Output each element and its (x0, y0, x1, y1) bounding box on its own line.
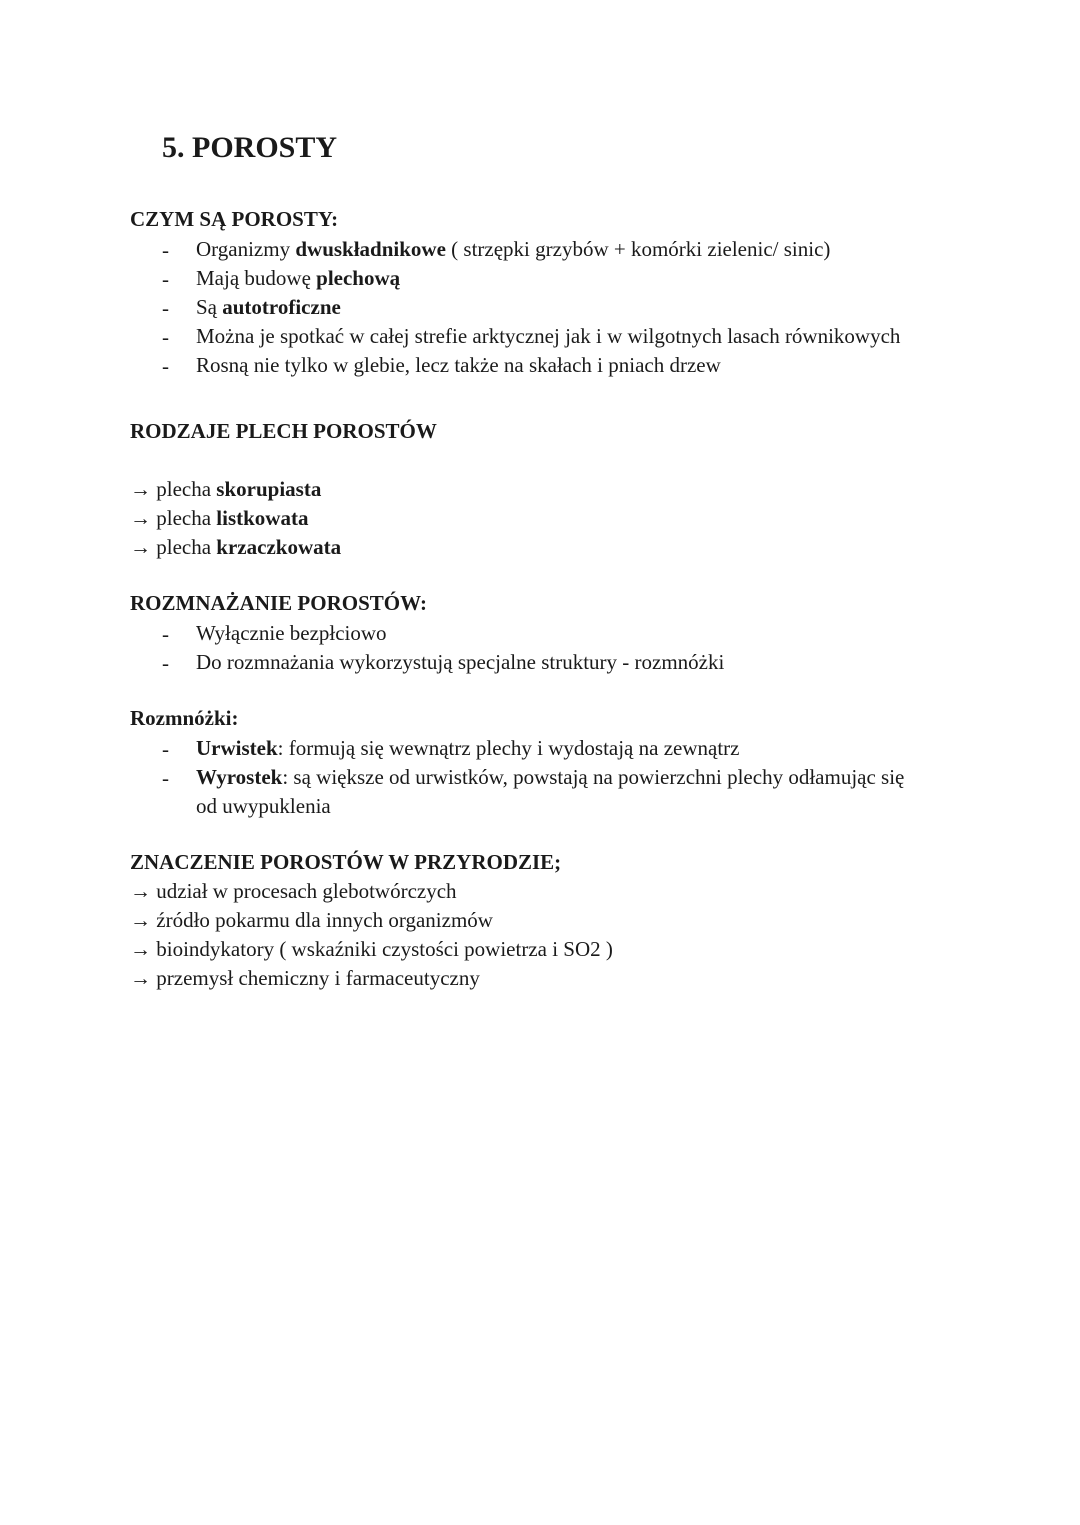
arrow-item: → plecha krzaczkowata (130, 535, 342, 559)
bullet-dash: - (162, 238, 169, 262)
bullet-dash: - (162, 737, 169, 761)
arrow-item: → bioindykatory ( wskaźniki czystości powietrza i SO2 ) (130, 937, 613, 961)
arrow-item: → plecha skorupiasta (130, 477, 322, 501)
list-item: Do rozmnażania wykorzystują specjalne struktury - rozmnóżki (196, 650, 725, 674)
arrow-item: → udział w procesach glebotwórczych (130, 879, 457, 903)
bullet-dash: - (162, 622, 169, 646)
bullet-dash: - (162, 651, 169, 675)
arrow-item: → źródło pokarmu dla innych organizmów (130, 908, 493, 932)
bullet-dash: - (162, 354, 169, 378)
list-item: Rosną nie tylko w glebie, lecz także na skałach i pniach drzew (196, 353, 721, 377)
arrow-item: → przemysł chemiczny i farmaceutyczny (130, 966, 480, 990)
list-item: Wyłącznie bezpłciowo (196, 621, 387, 645)
section-heading-reproduction: ROZMNAŻANIE POROSTÓW: (130, 591, 427, 615)
list-item: Są autotroficzne (196, 295, 341, 319)
bullet-dash: - (162, 267, 169, 291)
page-title: 5. POROSTY (162, 131, 338, 164)
bullet-dash: - (162, 296, 169, 320)
list-item: Organizmy dwuskładnikowe ( strzępki grzybów + komórki zielenic/ sinic) (196, 237, 831, 261)
bullet-dash: - (162, 325, 169, 349)
list-item: Można je spotkać w całej strefie arktycznej jak i w wilgotnych lasach równikowych (196, 324, 901, 348)
arrow-item: → plecha listkowata (130, 506, 309, 530)
list-item: Mają budowę plechową (196, 266, 401, 290)
list-item-continuation: od uwypuklenia (196, 794, 331, 818)
section-heading-propagules: Rozmnóżki: (130, 706, 239, 730)
section-heading-importance: ZNACZENIE POROSTÓW W PRZYRODZIE; (130, 850, 562, 874)
list-item: Wyrostek: są większe od urwistków, powstają na powierzchni plechy odłamując się (196, 765, 905, 789)
list-item: Urwistek: formują się wewnątrz plechy i wydostają na zewnątrz (196, 736, 740, 760)
bullet-dash: - (162, 766, 169, 790)
section-heading-what: CZYM SĄ POROSTY: (130, 207, 339, 231)
section-heading-types: RODZAJE PLECH POROSTÓW (130, 419, 437, 443)
